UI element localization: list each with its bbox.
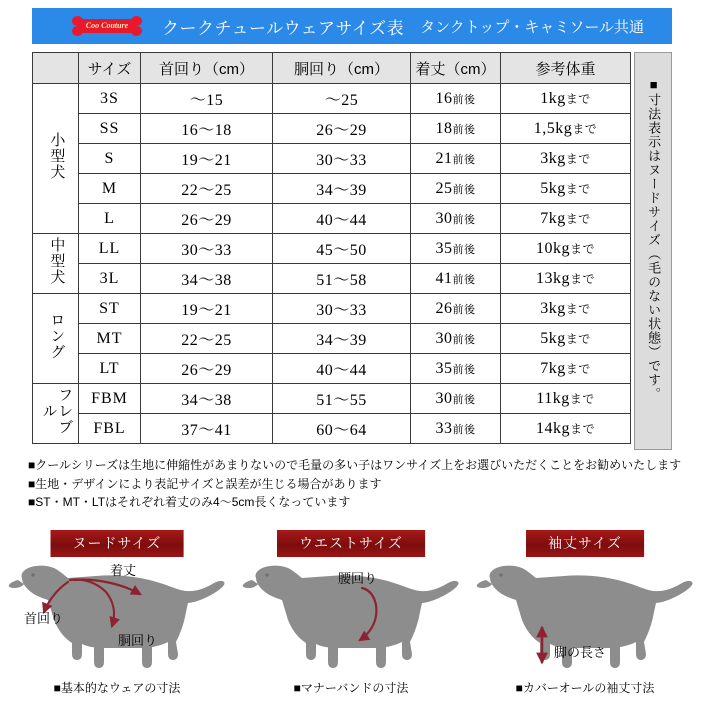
weight-value: 5kg bbox=[540, 179, 566, 197]
cell-length bbox=[411, 204, 501, 234]
weight-suffix: まで bbox=[565, 301, 591, 316]
cell-weight bbox=[501, 234, 631, 264]
length-suffix: 前後 bbox=[452, 243, 476, 256]
label-waist: 腰回り bbox=[338, 571, 378, 586]
column-header-weight: 参考体重 bbox=[501, 53, 631, 84]
cell-length bbox=[411, 294, 501, 324]
weight-suffix: まで bbox=[569, 391, 595, 406]
weight-suffix: まで bbox=[565, 361, 591, 376]
weight-value: 7kg bbox=[540, 359, 566, 377]
cell-size: FBL bbox=[79, 414, 141, 444]
cell-weight bbox=[501, 174, 631, 204]
table-row bbox=[33, 384, 631, 414]
length-value: 35 bbox=[435, 359, 453, 377]
cell-weight bbox=[501, 324, 631, 354]
cell-size: MT bbox=[79, 324, 141, 354]
cell-chest: 40〜44 bbox=[273, 354, 411, 384]
label-length: 着丈 bbox=[110, 563, 137, 578]
cell-size: ST bbox=[79, 294, 141, 324]
length-value: 30 bbox=[435, 329, 453, 347]
panel-caption: ■カバーオールの袖丈寸法 bbox=[515, 681, 655, 695]
length-value: 30 bbox=[435, 209, 453, 227]
weight-value: 11kg bbox=[536, 389, 570, 407]
table-row bbox=[33, 294, 631, 324]
length-suffix: 前後 bbox=[452, 393, 476, 406]
length-suffix: 前後 bbox=[452, 423, 476, 436]
cell-neck: 22〜25 bbox=[141, 174, 273, 204]
length-suffix: 前後 bbox=[452, 123, 476, 136]
cell-neck: 34〜38 bbox=[141, 384, 273, 414]
cell-neck: 34〜38 bbox=[141, 264, 273, 294]
length-value: 41 bbox=[435, 269, 453, 287]
length-suffix: 前後 bbox=[452, 93, 476, 106]
cell-neck: 26〜29 bbox=[141, 354, 273, 384]
cell-size: FBM bbox=[79, 384, 141, 414]
table-row bbox=[33, 234, 631, 264]
label-chest: 胴回り bbox=[118, 633, 158, 648]
column-header-size: サイズ bbox=[79, 53, 141, 84]
measurement-diagrams bbox=[0, 524, 704, 704]
weight-suffix: まで bbox=[565, 211, 591, 226]
length-value: 35 bbox=[435, 239, 453, 257]
cell-size: S bbox=[79, 144, 141, 174]
table-row bbox=[33, 174, 631, 204]
length-value: 26 bbox=[435, 299, 453, 317]
cell-length bbox=[411, 144, 501, 174]
page-header bbox=[32, 8, 672, 44]
table-row bbox=[33, 84, 631, 114]
weight-suffix: まで bbox=[572, 121, 598, 136]
cell-length bbox=[411, 264, 501, 294]
column-header-group bbox=[33, 53, 79, 84]
cell-chest: 40〜44 bbox=[273, 204, 411, 234]
group-label-cell bbox=[33, 294, 79, 384]
cell-neck: 26〜29 bbox=[141, 204, 273, 234]
weight-suffix: まで bbox=[565, 91, 591, 106]
group-label: ロング bbox=[48, 312, 65, 360]
weight-suffix: まで bbox=[565, 181, 591, 196]
weight-value: 5kg bbox=[540, 329, 566, 347]
cell-neck: 22〜25 bbox=[141, 324, 273, 354]
cell-size: L bbox=[79, 204, 141, 234]
weight-value: 1kg bbox=[540, 89, 566, 107]
weight-suffix: まで bbox=[565, 331, 591, 346]
label-neck: 首回り bbox=[24, 611, 64, 626]
cell-chest: 51〜55 bbox=[273, 384, 411, 414]
group-label: フレブル bbox=[40, 387, 73, 435]
table-row bbox=[33, 324, 631, 354]
length-value: 25 bbox=[435, 179, 453, 197]
group-label-cell bbox=[33, 84, 79, 234]
table-row bbox=[33, 204, 631, 234]
weight-suffix: まで bbox=[569, 421, 595, 436]
cell-length bbox=[411, 354, 501, 384]
group-label: 中型犬 bbox=[48, 237, 65, 285]
cell-length bbox=[411, 384, 501, 414]
group-label-cell bbox=[33, 384, 79, 444]
column-header-chest: 胴回り（cm） bbox=[273, 53, 411, 84]
page-title: クークチュールウェアサイズ表 bbox=[162, 18, 405, 38]
page-subtitle: タンクトップ・キャミソール共通 bbox=[420, 18, 645, 36]
column-header-neck: 首回り（cm） bbox=[141, 53, 273, 84]
weight-value: 14kg bbox=[535, 419, 570, 437]
weight-suffix: まで bbox=[569, 241, 595, 256]
table-header-row bbox=[33, 53, 631, 84]
weight-value: 10kg bbox=[535, 239, 570, 257]
cell-chest: 34〜39 bbox=[273, 174, 411, 204]
cell-size: M bbox=[79, 174, 141, 204]
cell-weight bbox=[501, 114, 631, 144]
cell-chest: 51〜58 bbox=[273, 264, 411, 294]
cell-size: LL bbox=[79, 234, 141, 264]
panel-caption: ■基本的なウェアの寸法 bbox=[53, 681, 181, 695]
cell-size: LT bbox=[79, 354, 141, 384]
column-header-length: 着丈（cm） bbox=[411, 53, 501, 84]
length-suffix: 前後 bbox=[452, 333, 476, 346]
cell-size: SS bbox=[79, 114, 141, 144]
size-table bbox=[32, 52, 631, 444]
cell-neck: 〜15 bbox=[141, 84, 273, 114]
weight-value: 3kg bbox=[540, 149, 566, 167]
table-row bbox=[33, 354, 631, 384]
cell-length bbox=[411, 174, 501, 204]
cell-weight bbox=[501, 84, 631, 114]
panel-banner: ウエストサイズ bbox=[277, 530, 425, 557]
cell-weight bbox=[501, 414, 631, 444]
cell-weight bbox=[501, 354, 631, 384]
cell-chest: 45〜50 bbox=[273, 234, 411, 264]
weight-value: 13kg bbox=[535, 269, 570, 287]
side-note-text: ■寸法表示はヌードサイズ（毛のない状態）です。 bbox=[646, 77, 662, 401]
cell-chest: 30〜33 bbox=[273, 294, 411, 324]
panel-sleeve-size bbox=[468, 524, 702, 704]
panel-nude-size bbox=[0, 524, 234, 704]
cell-size: 3S bbox=[79, 84, 141, 114]
length-suffix: 前後 bbox=[452, 183, 476, 196]
table-row bbox=[33, 144, 631, 174]
notes-list bbox=[28, 456, 688, 512]
note-item: ■生地・デザインにより表記サイズと誤差が生じる場合があります bbox=[28, 476, 382, 491]
length-suffix: 前後 bbox=[452, 363, 476, 376]
group-label-cell bbox=[33, 234, 79, 294]
panel-banner: 袖丈サイズ bbox=[526, 530, 644, 557]
cell-neck: 37〜41 bbox=[141, 414, 273, 444]
cell-weight bbox=[501, 204, 631, 234]
group-label: 小型犬 bbox=[48, 132, 65, 180]
length-suffix: 前後 bbox=[452, 153, 476, 166]
length-suffix: 前後 bbox=[452, 273, 476, 286]
cell-chest: 〜25 bbox=[273, 84, 411, 114]
cell-neck: 19〜21 bbox=[141, 294, 273, 324]
nude-size-side-note bbox=[634, 52, 672, 450]
panel-caption: ■マナーバンドの寸法 bbox=[293, 681, 409, 695]
cell-length bbox=[411, 234, 501, 264]
length-suffix: 前後 bbox=[452, 303, 476, 316]
cell-neck: 19〜21 bbox=[141, 144, 273, 174]
cell-weight bbox=[501, 294, 631, 324]
cell-chest: 60〜64 bbox=[273, 414, 411, 444]
bone-icon bbox=[70, 15, 144, 37]
weight-value: 1,5kg bbox=[533, 119, 573, 137]
length-value: 21 bbox=[435, 149, 453, 167]
length-value: 16 bbox=[435, 89, 453, 107]
cell-weight bbox=[501, 144, 631, 174]
panel-banner: ヌードサイズ bbox=[51, 530, 184, 557]
cell-chest: 30〜33 bbox=[273, 144, 411, 174]
cell-length bbox=[411, 114, 501, 144]
length-value: 18 bbox=[435, 119, 453, 137]
label-leg-length: 脚の長さ bbox=[554, 645, 607, 660]
length-value: 30 bbox=[435, 389, 453, 407]
weight-value: 7kg bbox=[540, 209, 566, 227]
cell-length bbox=[411, 84, 501, 114]
cell-neck: 16〜18 bbox=[141, 114, 273, 144]
note-item: ■ST・MT・LTはそれぞれ着丈のみ4〜5cm長くなっています bbox=[28, 495, 351, 510]
cell-size: 3L bbox=[79, 264, 141, 294]
note-item: ■クールシリーズは生地に伸縮性があまりないので毛量の多い子はワンサイズ上をお選びいただくことをお勧めいたします bbox=[28, 458, 682, 472]
length-suffix: 前後 bbox=[452, 213, 476, 226]
cell-chest: 26〜29 bbox=[273, 114, 411, 144]
weight-value: 3kg bbox=[540, 299, 566, 317]
panel-waist-size bbox=[234, 524, 468, 704]
cell-neck: 30〜33 bbox=[141, 234, 273, 264]
weight-suffix: まで bbox=[569, 271, 595, 286]
table-row bbox=[33, 264, 631, 294]
cell-weight bbox=[501, 384, 631, 414]
logo-text: Coo Couture bbox=[85, 21, 129, 30]
cell-weight bbox=[501, 264, 631, 294]
cell-length bbox=[411, 414, 501, 444]
table-row bbox=[33, 114, 631, 144]
cell-chest: 34〜39 bbox=[273, 324, 411, 354]
weight-suffix: まで bbox=[565, 151, 591, 166]
cell-length bbox=[411, 324, 501, 354]
length-value: 33 bbox=[435, 419, 453, 437]
table-row bbox=[33, 414, 631, 444]
size-table-container bbox=[32, 52, 672, 444]
